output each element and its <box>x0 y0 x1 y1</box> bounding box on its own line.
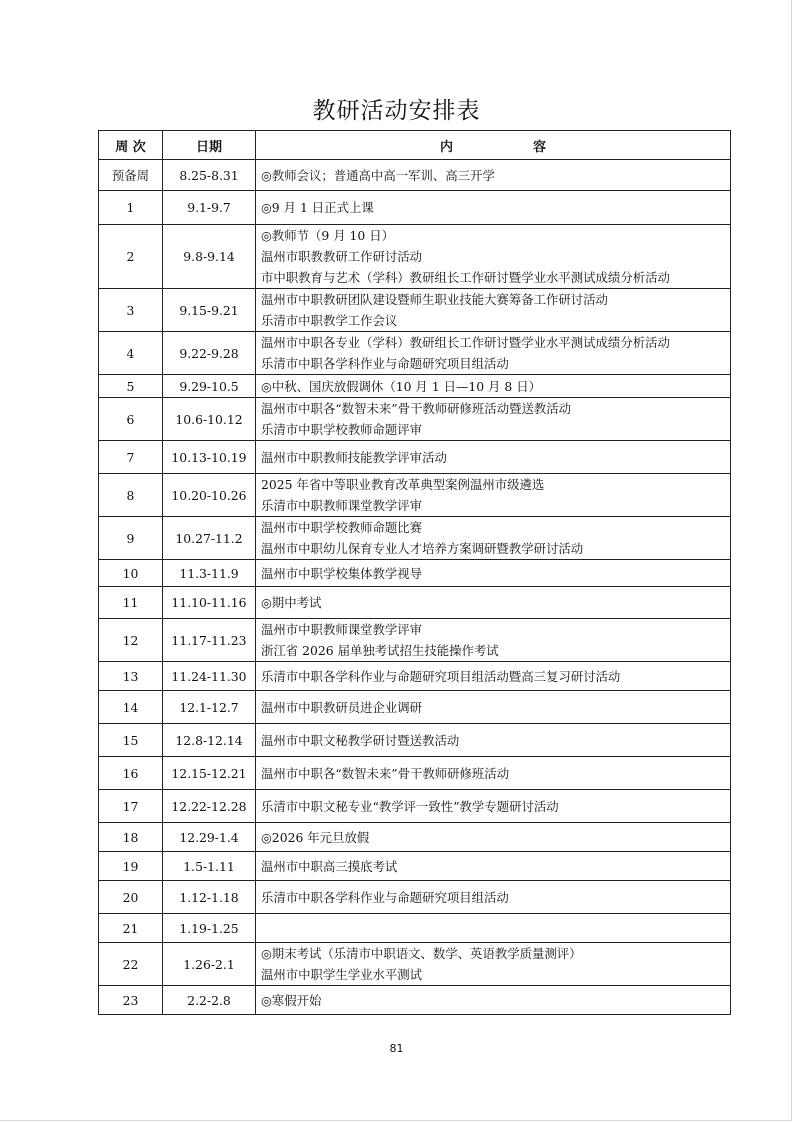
cell-content <box>256 662 731 691</box>
content-line: ◎9 月 1 日正式上课 <box>261 200 374 215</box>
cell-content <box>256 398 731 441</box>
content-line: 2025 年省中等职业教育改革典型案例温州市级遴选 <box>261 477 545 492</box>
cell-date: 9.22-9.28 <box>163 332 256 375</box>
cell-content <box>256 517 731 560</box>
cell-week: 16 <box>99 757 163 790</box>
cell-date: 11.17-11.23 <box>163 619 256 662</box>
cell-week: 23 <box>99 986 163 1015</box>
content-line: 乐清市中职教学工作会议 <box>261 313 398 328</box>
cell-date: 9.8-9.14 <box>163 225 256 289</box>
document-title: 教研活动安排表 <box>312 98 481 124</box>
content-line: ◎寒假开始 <box>261 992 322 1008</box>
content-line: 温州市中职教师技能教学评审活动 <box>261 449 447 465</box>
cell-date: 12.15-12.21 <box>163 757 256 790</box>
content-line: 温州市中职教研员进企业调研 <box>261 699 423 715</box>
content-line: 温州市中职各“数智未来”骨干教师研修班活动暨送教活动 <box>261 401 572 416</box>
table-row <box>99 517 731 560</box>
cell-week: 6 <box>99 398 163 441</box>
cell-week: 预备周 <box>99 160 163 191</box>
table-row <box>99 332 731 375</box>
header-week: 周 次 <box>99 131 163 160</box>
cell-date: 12.8-12.14 <box>163 724 256 757</box>
content-line: 温州市中职幼儿保育专业人才培养方案调研暨教学研讨活动 <box>261 541 584 556</box>
table-row <box>99 724 731 757</box>
cell-week: 10 <box>99 560 163 587</box>
cell-date: 9.15-9.21 <box>163 289 256 332</box>
content-line: 温州市中职文秘教学研讨暨送教活动 <box>261 732 460 748</box>
cell-date: 9.1-9.7 <box>163 191 256 225</box>
table-row <box>99 881 731 914</box>
cell-content <box>256 881 731 914</box>
cell-week: 12 <box>99 619 163 662</box>
table-row <box>99 691 731 724</box>
content-line: 乐清市中职文秘专业“教学评一致性”教学专题研讨活动 <box>261 798 559 814</box>
cell-week: 3 <box>99 289 163 332</box>
cell-week: 5 <box>99 375 163 398</box>
cell-content <box>256 943 731 986</box>
cell-content <box>256 441 731 474</box>
cell-week: 14 <box>99 691 163 724</box>
cell-week: 18 <box>99 823 163 852</box>
cell-content <box>256 587 731 619</box>
table-row <box>99 823 731 852</box>
content-line: 温州市中职高三摸底考试 <box>261 858 398 874</box>
cell-content <box>256 160 731 191</box>
cell-week: 1 <box>99 191 163 225</box>
content-line: 乐清市中职各学科作业与命题研究项目组活动 <box>261 889 509 905</box>
table-row <box>99 790 731 823</box>
table-row <box>99 587 731 619</box>
cell-content <box>256 619 731 662</box>
cell-date: 1.12-1.18 <box>163 881 256 914</box>
content-line: 温州市中职教研团队建设暨师生职业技能大赛筹备工作研讨活动 <box>261 292 608 307</box>
cell-week: 13 <box>99 662 163 691</box>
cell-week: 20 <box>99 881 163 914</box>
cell-date: 1.5-1.11 <box>163 852 256 881</box>
header-content-left: 内 <box>439 139 453 155</box>
content-line: ◎期末考试（乐清市中职语文、数学、英语教学质量测评） <box>261 946 582 961</box>
table-row <box>99 398 731 441</box>
table-row <box>99 560 731 587</box>
content-line: 乐清市中职学校教师命题评审 <box>261 422 423 437</box>
cell-date: 1.19-1.25 <box>163 914 256 943</box>
cell-week: 22 <box>99 943 163 986</box>
cell-content <box>256 691 731 724</box>
cell-date: 11.24-11.30 <box>163 662 256 691</box>
content-line: 温州市中职学校集体教学视导 <box>261 565 423 581</box>
content-line: ◎中秋、国庆放假调休（10 月 1 日—10 月 8 日） <box>261 378 541 394</box>
cell-week: 8 <box>99 474 163 517</box>
table-row <box>99 662 731 691</box>
cell-date: 9.29-10.5 <box>163 375 256 398</box>
header-content-right: 容 <box>533 139 547 155</box>
content-line: 温州市中职学生学业水平测试 <box>261 967 423 982</box>
cell-date: 11.10-11.16 <box>163 587 256 619</box>
table-row <box>99 191 731 225</box>
table-body <box>99 160 731 1015</box>
cell-week: 19 <box>99 852 163 881</box>
header-date: 日期 <box>163 131 256 160</box>
cell-content <box>256 560 731 587</box>
table-row <box>99 914 731 943</box>
cell-date: 10.20-10.26 <box>163 474 256 517</box>
content-line: 市中职教育与艺术（学科）教研组长工作研讨暨学业水平测试成绩分析活动 <box>261 270 670 285</box>
cell-week: 21 <box>99 914 163 943</box>
cell-date: 12.1-12.7 <box>163 691 256 724</box>
content-line: 乐清市中职各学科作业与命题研究项目组活动 <box>261 356 509 371</box>
cell-content <box>256 375 731 398</box>
cell-content <box>256 986 731 1015</box>
content-line: 温州市中职教师课堂教学评审 <box>261 622 423 637</box>
cell-content <box>256 289 731 332</box>
cell-content <box>256 191 731 225</box>
cell-week: 11 <box>99 587 163 619</box>
table-row <box>99 160 731 191</box>
table-row <box>99 986 731 1015</box>
table-row <box>99 289 731 332</box>
table-row <box>99 474 731 517</box>
content-line: ◎教师节（9 月 10 日） <box>261 228 395 243</box>
cell-week: 17 <box>99 790 163 823</box>
table-row <box>99 852 731 881</box>
schedule-table <box>98 130 731 1015</box>
content-line: ◎2026 年元旦放假 <box>261 829 370 845</box>
cell-date: 12.29-1.4 <box>163 823 256 852</box>
cell-content <box>256 823 731 852</box>
content-line: 温州市中职各专业（学科）教研组长工作研讨暨学业水平测试成绩分析活动 <box>261 335 670 350</box>
cell-week: 9 <box>99 517 163 560</box>
cell-date: 1.26-2.1 <box>163 943 256 986</box>
table-row <box>99 441 731 474</box>
header-content <box>256 131 731 160</box>
cell-content <box>256 225 731 289</box>
content-line: ◎期中考试 <box>261 595 322 610</box>
cell-content <box>256 852 731 881</box>
cell-content <box>256 724 731 757</box>
content-line: 温州市中职各“数智未来”骨干教师研修班活动 <box>261 765 510 781</box>
content-line: ◎教师会议；普通高中高一军训、高三开学 <box>261 167 495 183</box>
table-row <box>99 375 731 398</box>
content-line: 浙江省 2026 届单独考试招生技能操作考试 <box>261 643 499 658</box>
cell-date: 11.3-11.9 <box>163 560 256 587</box>
content-line: 温州市中职学校教师命题比赛 <box>261 520 423 535</box>
header-row <box>99 131 731 160</box>
page-number: 81 <box>389 1042 404 1055</box>
content-line: 乐清市中职教师课堂教学评审 <box>261 498 423 513</box>
table-row <box>99 619 731 662</box>
cell-date: 2.2-2.8 <box>163 986 256 1015</box>
cell-week: 7 <box>99 441 163 474</box>
content-line: 温州市职教教研工作研讨活动 <box>261 249 423 264</box>
cell-content <box>256 914 731 943</box>
cell-week: 15 <box>99 724 163 757</box>
cell-week: 2 <box>99 225 163 289</box>
table-row <box>99 943 731 986</box>
cell-content <box>256 474 731 517</box>
cell-date: 10.13-10.19 <box>163 441 256 474</box>
cell-content <box>256 757 731 790</box>
cell-content <box>256 790 731 823</box>
cell-week: 4 <box>99 332 163 375</box>
table-row <box>99 757 731 790</box>
cell-date: 10.6-10.12 <box>163 398 256 441</box>
table-header <box>99 131 731 160</box>
cell-date: 12.22-12.28 <box>163 790 256 823</box>
cell-date: 8.25-8.31 <box>163 160 256 191</box>
cell-date: 10.27-11.2 <box>163 517 256 560</box>
content-line: 乐清市中职各学科作业与命题研究项目组活动暨高三复习研讨活动 <box>261 668 621 684</box>
cell-content <box>256 332 731 375</box>
table-row <box>99 225 731 289</box>
